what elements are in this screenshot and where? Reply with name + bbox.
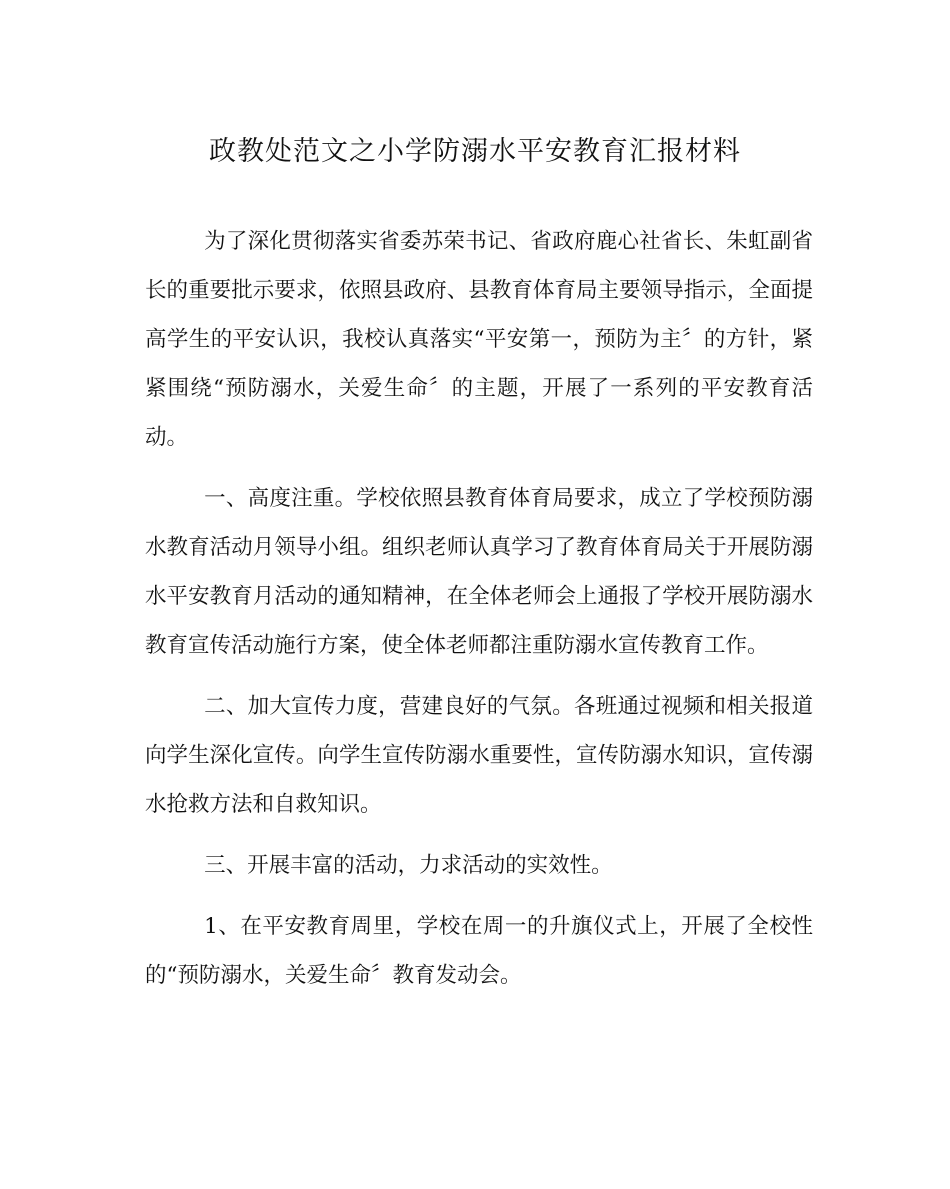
- paragraph-item-1: 1、在平安教育周里，学校在周一的升旗仪式上，开展了全校性的“预防溺水，关爱生命〞教育发动会。: [145, 914, 813, 988]
- document-title: 政教处范文之小学防溺水平安教育汇报材料: [209, 136, 741, 167]
- paragraph-section-1: 一、高度注重。学校依照县教育体育局要求，成立了学校预防溺水教育活动月领导小组。组织老师认真学习了教育体育局关于开展防溺水平安教育月活动的通知精神，在全体老师会上通报了学校开展防溺水教育宣传活动施行方案，使全体老师都注重防溺水宣传教育工作。: [145, 486, 813, 658]
- paragraph-section-3: 三、开展丰富的活动，力求活动的实效性。: [204, 853, 613, 878]
- paragraph-intro: 为了深化贯彻落实省委苏荣书记、省政府鹿心社省长、朱虹副省长的重要批示要求，依照县政府、县教育体育局主要领导指示，全面提高学生的平安认识，我校认真落实“平安第一，预防为主〞的方针，紧紧围绕“预防溺水，关爱生命〞的主题，开展了一系列的平安教育活动。: [145, 229, 813, 450]
- paragraph-section-2: 二、加大宣传力度，营建良好的气氛。各班通过视频和相关报道向学生深化宣传。向学生宣传防溺水重要性，宣传防溺水知识，宣传溺水抢救方法和自救知识。: [145, 694, 813, 817]
- document-body: [145, 217, 813, 1012]
